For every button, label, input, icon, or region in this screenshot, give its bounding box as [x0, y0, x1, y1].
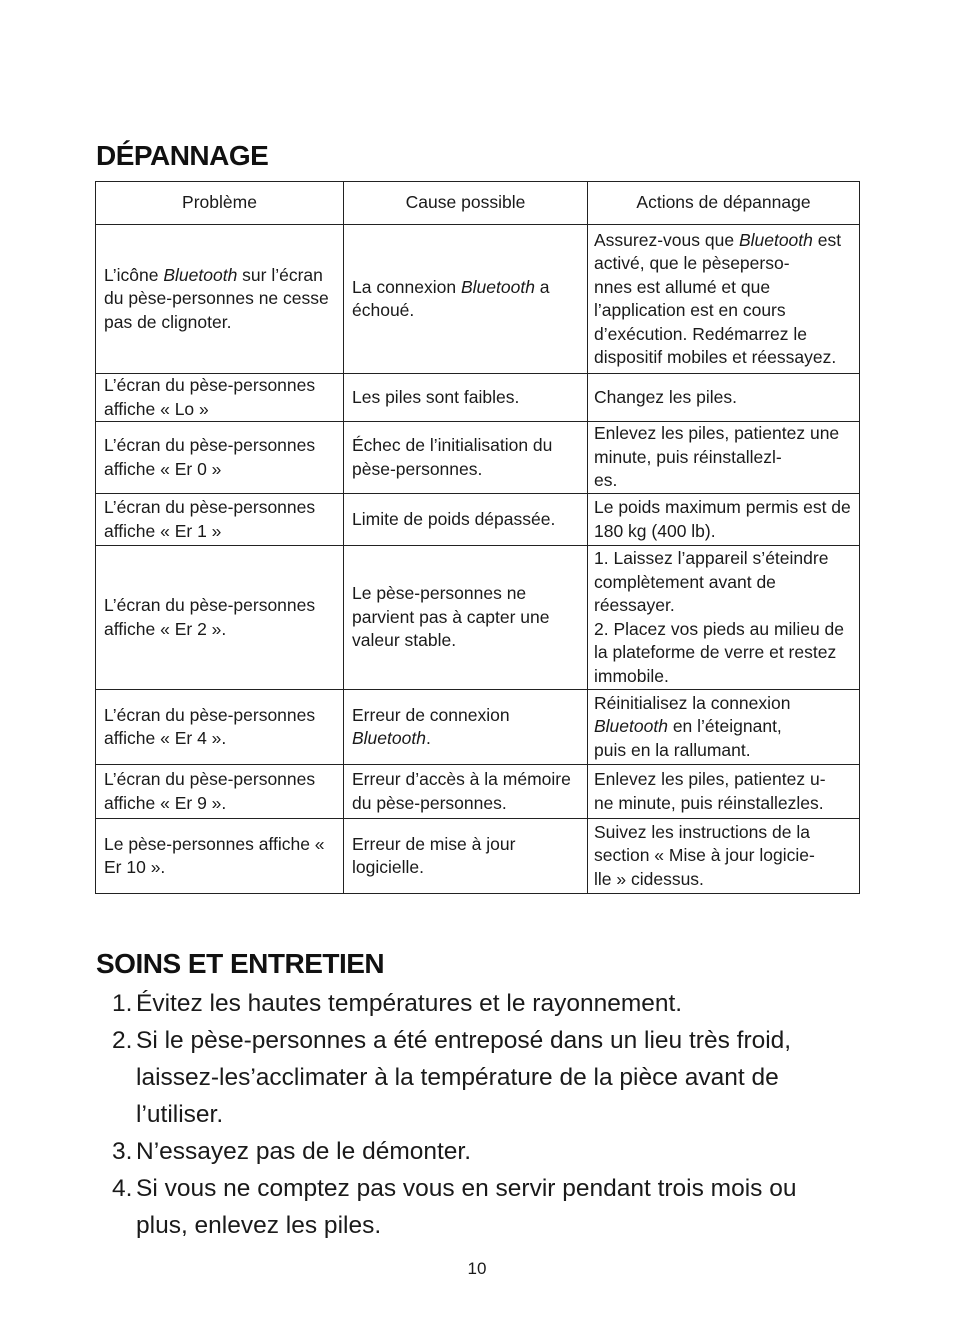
header-problem: Problème [96, 182, 344, 225]
problem-cell: L’écran du pèse-personnes affiche « Er 9 ». [96, 765, 344, 819]
problem-cell: L’écran du pèse-personnes affiche « Lo » [96, 374, 344, 422]
list-item-number: 1. [112, 990, 133, 1017]
action-cell: 1. Laissez l’appareil s’éteindre complètement avant de réessayer. 2. Placez vos pieds au milieu de la plateforme de verre et restez immobile. [588, 546, 860, 690]
list-item-text: Évitez les hautes températures et le rayonnement. [136, 990, 683, 1017]
list-item-text: Si le pèse-personnes a été entreposé dans un lieu très froid, laissez-les’acclimater à la température de la pièce avant de l’utiliser. [136, 1027, 792, 1128]
list-item-text: N’essayez pas de le démonter. [136, 1138, 472, 1165]
list-item-number: 4. [112, 1175, 133, 1202]
table-row [96, 422, 860, 494]
cause-cell: Limite de poids dépassée. [344, 494, 588, 546]
table-row [96, 374, 860, 422]
cause-cell: Les piles sont faibles. [344, 374, 588, 422]
problem-cell: L’icône Bluetooth sur l’écran du pèse-personnes ne cesse pas de clignoter. [96, 225, 344, 374]
header-cause: Cause possible [344, 182, 588, 225]
problem-cell: L’écran du pèse-personnes affiche « Er 1 » [96, 494, 344, 546]
list-item [96, 1133, 836, 1170]
table-row [96, 494, 860, 546]
list-item [96, 985, 836, 1022]
header-actions: Actions de dépannage [588, 182, 860, 225]
page-number: 10 [467, 1259, 487, 1278]
table-row [96, 765, 860, 819]
cause-cell: Le pèse-personnes ne parvient pas à capter une valeur stable. [344, 546, 588, 690]
table-header-row [96, 182, 860, 225]
list-item-number: 2. [112, 1027, 133, 1054]
list-item-text: Si vous ne comptez pas vous en servir pendant trois mois ou plus, enlevez les piles. [136, 1175, 797, 1239]
problem-cell: L’écran du pèse-personnes affiche « Er 4 ». [96, 690, 344, 765]
action-cell: Assurez-vous que Bluetooth est activé, que le pèseperso- nnes est allumé et que l’application est en cours d’exécution. Redémarrez le dispositif mobiles et réessayez. [588, 225, 860, 374]
table-body [96, 225, 860, 894]
care-title: SOINS ET ENTRETIEN [96, 948, 385, 979]
cause-cell: Erreur d’accès à la mémoire du pèse-personnes. [344, 765, 588, 819]
table-row [96, 819, 860, 894]
action-cell: Enlevez les piles, patientez une minute, puis réinstallezl- es. [588, 422, 860, 494]
list-item [96, 1170, 836, 1244]
care-list [96, 985, 836, 1244]
cause-cell: Erreur de mise à jour logicielle. [344, 819, 588, 894]
action-cell: Suivez les instructions de la section « Mise à jour logicie- lle » cidessus. [588, 819, 860, 894]
problem-cell: L’écran du pèse-personnes affiche « Er 0 » [96, 422, 344, 494]
list-item-number: 3. [112, 1138, 133, 1165]
action-cell: Changez les piles. [588, 374, 860, 422]
troubleshooting-table [95, 181, 860, 894]
problem-cell: L’écran du pèse-personnes affiche « Er 2 ». [96, 546, 344, 690]
table-row [96, 690, 860, 765]
table-row [96, 546, 860, 690]
troubleshooting-title: DÉPANNAGE [96, 140, 269, 171]
cause-cell: La connexion Bluetooth a échoué. [344, 225, 588, 374]
list-item [96, 1022, 836, 1133]
table-row [96, 225, 860, 374]
action-cell: Réinitialisez la connexion Bluetooth en l’éteignant, puis en la rallumant. [588, 690, 860, 765]
cause-cell: Erreur de connexion Bluetooth. [344, 690, 588, 765]
cause-cell: Échec de l’initialisation du pèse-personnes. [344, 422, 588, 494]
action-cell: Enlevez les piles, patientez u- ne minute, puis réinstallezles. [588, 765, 860, 819]
problem-cell: Le pèse-personnes affiche « Er 10 ». [96, 819, 344, 894]
action-cell: Le poids maximum permis est de 180 kg (400 lb). [588, 494, 860, 546]
